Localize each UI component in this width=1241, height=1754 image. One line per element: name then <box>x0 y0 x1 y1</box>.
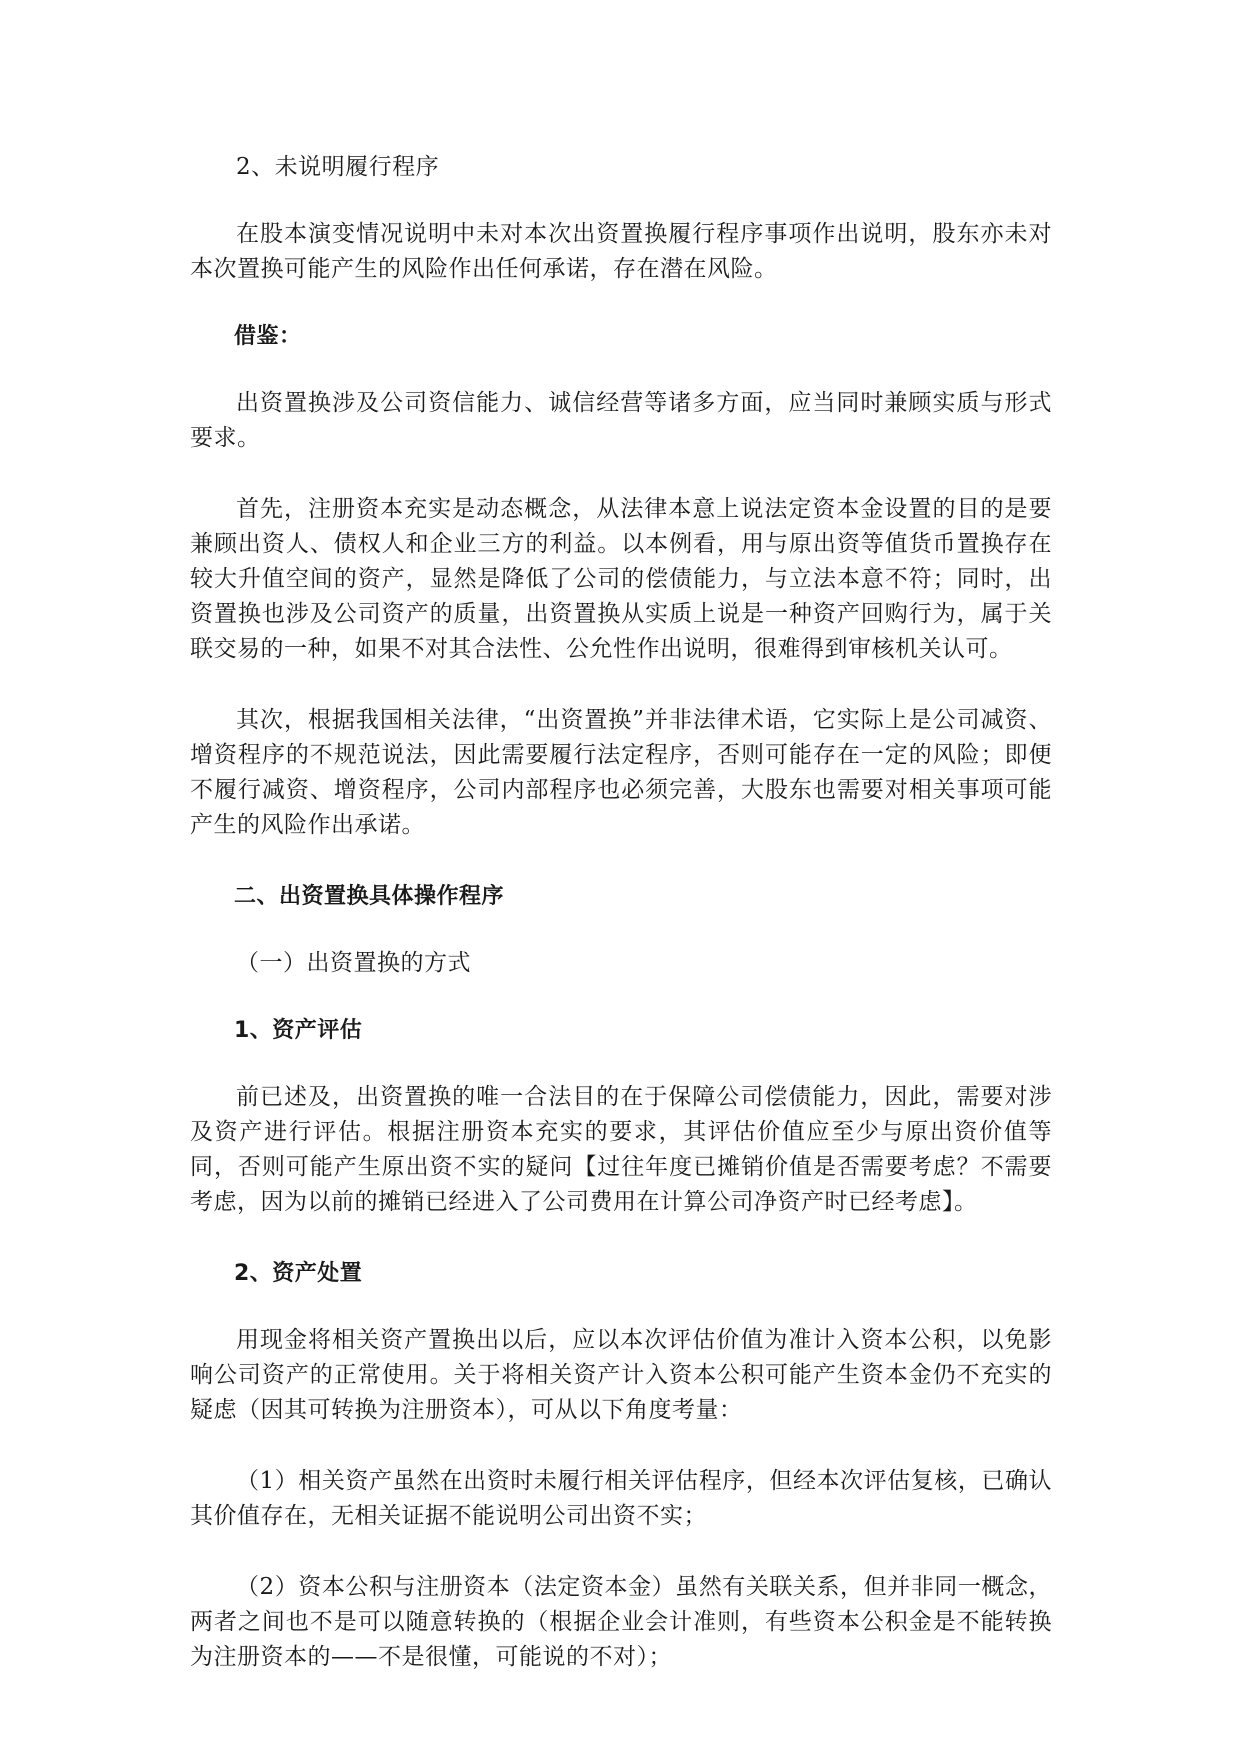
subsection-heading: （一）出资置换的方式 <box>236 950 471 976</box>
list-item: （1）相关资产虽然在出资时未履行相关评估程序，但经本次评估复核，已确认其价值存在，无相关证据不能说明公司出资不实； <box>190 1468 1052 1529</box>
section-heading: 二、出资置换具体操作程序 <box>234 884 505 909</box>
body-paragraph: 其次，根据我国相关法律，“出资置换”并非法律术语，它实际上是公司减资、增资程序的不规范说法，因此需要履行法定程序，否则可能存在一定的风险；即便不履行减资、增资程序，公司内部程序也必须完善，大股东也需要对相关事项可能产生的风险作出承诺。 <box>190 707 1052 838</box>
subheading-unexplained-procedure: 2、未说明履行程序 <box>236 154 440 180</box>
body-paragraph: 首先，注册资本充实是动态概念，从法律本意上说法定资本金设置的目的是要兼顾出资人、债权人和企业三方的利益。以本例看，用与原出资等值货币置换存在较大升值空间的资产，显然是降低了公司的偿债能力，与立法本意不符；同时，出资置换也涉及公司资产的质量，出资置换从实质上说是一种资产回购行为，属于关联交易的一种，如果不对其合法性、公允性作出说明，很难得到审核机关认可。 <box>190 496 1052 662</box>
body-paragraph: 在股本演变情况说明中未对本次出资置换履行程序事项作出说明，股东亦未对本次置换可能产生的风险作出任何承诺，存在潜在风险。 <box>190 221 1052 282</box>
subheading-reference: 借鉴： <box>234 324 302 349</box>
subheading-asset-valuation: 1、资产评估 <box>234 1018 363 1043</box>
body-paragraph: 前已述及，出资置换的唯一合法目的在于保障公司偿债能力，因此，需要对涉及资产进行评估。根据注册资本充实的要求，其评估价值应至少与原出资价值等同，否则可能产生原出资不实的疑问【过往年度已摊销价值是否需要考虑？不需要考虑，因为以前的摊销已经进入了公司费用在计算公司净资产时已经考虑】。 <box>190 1084 1052 1215</box>
body-paragraph: 用现金将相关资产置换出以后，应以本次评估价值为准计入资本公积，以免影响公司资产的正常使用。关于将相关资产计入资本公积可能产生资本金仍不充实的疑虑（因其可转换为注册资本），可从以下角度考量： <box>190 1327 1052 1423</box>
body-paragraph: 出资置换涉及公司资信能力、诚信经营等诸多方面，应当同时兼顾实质与形式要求。 <box>190 390 1052 451</box>
subheading-asset-disposal: 2、资产处置 <box>234 1261 363 1286</box>
document-page <box>190 150 1052 1675</box>
list-item: （2）资本公积与注册资本（法定资本金）虽然有关联关系，但并非同一概念，两者之间也不是可以随意转换的（根据企业会计准则，有些资本公积金是不能转换为注册资本的——不是很懂，可能说的不对）； <box>190 1574 1052 1670</box>
